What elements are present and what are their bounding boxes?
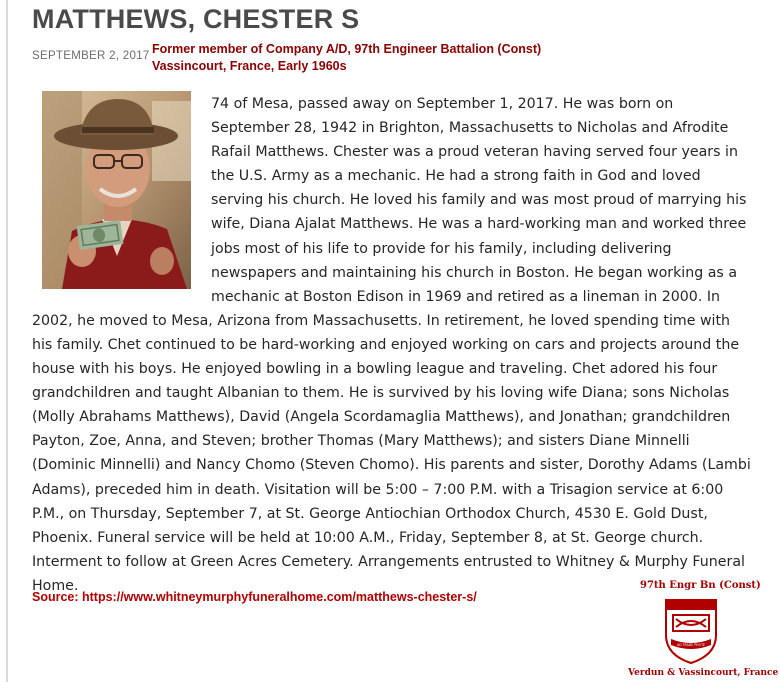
source-link[interactable]: Source: https://www.whitneymurphyfuneralhome.com/matthews-chester-s/ [32,590,477,604]
unit-insignia-caption: 97th Engr Bn (Const) [640,580,761,591]
unit-location-caption: Verdun & Vassincourt, France [628,668,779,678]
photo-spacer [32,92,211,307]
castle-insignia-icon [663,597,719,665]
page-left-border [6,0,8,682]
insignia-motto: AD TRADE PHOTE [676,643,706,647]
unit-annotation [152,41,541,75]
obituary-body-text: 74 of Mesa, passed away on September 1, 2017. He was born on September 28, 1942 in Brighton, Massachusetts to Nicholas and Afrodite Rafail Matthews. Chester was a proud veteran having served four years in the U.S. Army as a mechanic. He had a strong faith in God and loved serving his church. He loved his family and was most proud of marrying his wife, Diana Ajalat Matthews. He was a hard-working man and worked three jobs most of his life to provide for his family, including delivering newspapers and maintaining his church in Boston. He began working as a mechanic at Boston Edison in 1969 and retired as a lineman in 2000. In 2002, he moved to Mesa, Arizona from Massachusetts. In retirement, he loved spending time with his family. Chet continued to be hard-working and enjoyed working on cars and projects around the house with his boys. He enjoyed bowling in a bowling league and traveling. Chet adored his four grandchildren and taught Albanian to them. He is survived by his loving wife Diana; sons Nicholas (Molly Abrahams Matthews), David (Angela Scordamaglia Matthews), and Jonathan; grandchildren Payton, Zoe, Anna, and Steven; brother Thomas (Mary Matthews); and sisters Diane Minnelli (Dominic Minnelli) and Nancy Chomo (Steven Chomo). His parents and sister, Dorothy Adams (Lambi Adams), preceded him in death. Visitation will be 5:00 – 7:00 P.M. with a Trisagion service at 6:00 P.M., on Thursday, September 7, at St. George Antiochian Orthodox Church, 4530 E. Gold Dust, Phoenix. Funeral service will be held at 10:00 A.M., Friday, September 8, at St. George church. Interment to follow at Green Acres Cemetery. Arrangements entrusted to Whitney & Murphy Funeral Home. [32,96,751,594]
unit-annotation-line-2: Vassincourt, France, Early 1960s [152,59,347,73]
post-date: SEPTEMBER 2, 2017 [32,50,150,62]
unit-annotation-line-1: Former member of Company A/D, 97th Engineer Battalion (Const) [152,42,542,56]
obituary-body [32,92,752,598]
obituary-title: MATTHEWS, CHESTER S [32,4,360,34]
